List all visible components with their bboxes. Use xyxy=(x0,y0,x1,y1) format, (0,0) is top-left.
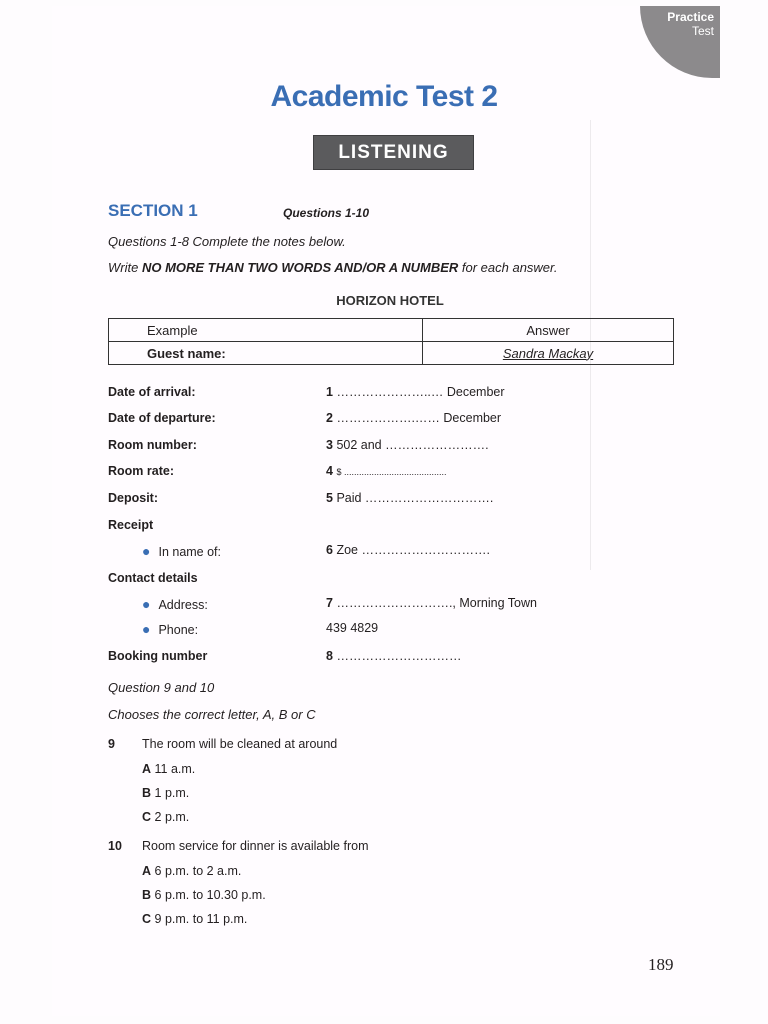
answer-label: Answer xyxy=(423,319,674,342)
note-bullet xyxy=(142,596,208,612)
answer-blank[interactable]: ……………….…… December xyxy=(336,411,502,425)
question-text: The room will be cleaned at around xyxy=(142,737,338,751)
bullet-icon: ● xyxy=(142,543,151,559)
note-label: Date of arrival: xyxy=(108,385,196,399)
answer-blank[interactable]: ………………………… xyxy=(336,649,462,663)
answer-blank[interactable]: Zoe …………………………. xyxy=(336,543,490,557)
question-text: Room service for dinner is available from xyxy=(142,839,369,853)
note-label: Receipt xyxy=(108,518,154,532)
question-number: 4 xyxy=(326,464,333,478)
note-answer xyxy=(326,385,505,399)
example-value: Sandra Mackay xyxy=(502,345,594,361)
note-answer xyxy=(326,491,493,505)
bullet-icon: ● xyxy=(142,596,151,612)
option-letter: A xyxy=(142,864,152,878)
bullet-label: Phone: xyxy=(158,623,199,637)
notes-heading: HORIZON HOTEL xyxy=(336,293,444,308)
instruction-2 xyxy=(108,260,558,275)
question-number: 9 xyxy=(108,737,115,751)
badge-line-2: Test xyxy=(691,24,714,38)
question-number: 5 xyxy=(326,491,333,505)
note-value: 439 4829 xyxy=(326,621,379,635)
note-label: Contact details xyxy=(108,571,198,585)
note-label: Booking number xyxy=(108,649,208,663)
option-text: 2 p.m. xyxy=(154,810,190,824)
answer-blank[interactable]: 502 and ……………………. xyxy=(336,438,489,452)
note-label: Date of departure: xyxy=(108,411,216,425)
option-a[interactable] xyxy=(142,762,195,776)
option-text: 9 p.m. to 11 p.m. xyxy=(154,912,248,926)
bullet-label: In name of: xyxy=(158,545,222,559)
note-bullet xyxy=(142,543,221,559)
question-range: Questions 1-10 xyxy=(283,206,370,220)
section-title: SECTION 1 xyxy=(108,201,198,220)
answer-blank[interactable]: …………………..… December xyxy=(336,385,505,399)
instruction-1: Questions 1-8 Complete the notes below. xyxy=(108,234,346,249)
page-title: Academic Test 2 xyxy=(270,80,498,113)
option-c[interactable] xyxy=(142,810,189,824)
example-field: Guest name: xyxy=(109,342,423,365)
question-number: 10 xyxy=(108,839,122,853)
answer-blank[interactable]: $ ......................................... xyxy=(336,467,447,477)
note-answer xyxy=(326,438,489,452)
option-letter: B xyxy=(142,888,152,902)
q910-instruction: Chooses the correct letter, A, B or C xyxy=(108,707,316,722)
question-number: 3 xyxy=(326,438,333,452)
note-label: Room number: xyxy=(108,438,197,452)
option-text: 6 p.m. to 2 a.m. xyxy=(154,864,242,878)
example-label: Example xyxy=(109,319,423,342)
instr-pre: Write xyxy=(108,260,142,275)
option-a[interactable] xyxy=(142,864,241,878)
bullet-label: Address: xyxy=(158,598,208,612)
q910-heading: Question 9 and 10 xyxy=(108,680,215,695)
instr-post: for each answer. xyxy=(458,260,558,275)
option-letter: C xyxy=(142,810,152,824)
option-b[interactable] xyxy=(142,888,266,902)
option-letter: B xyxy=(142,786,152,800)
option-text: 6 p.m. to 10.30 p.m. xyxy=(154,888,266,902)
note-label: Deposit: xyxy=(108,491,158,505)
question-number: 2 xyxy=(326,411,333,425)
example-table xyxy=(108,318,674,365)
question-number: 1 xyxy=(326,385,333,399)
badge-line-1: Practice xyxy=(667,10,714,24)
option-b[interactable] xyxy=(142,786,189,800)
note-answer xyxy=(326,543,490,557)
note-answer xyxy=(326,464,446,478)
listening-banner: LISTENING xyxy=(313,135,474,170)
question-number: 7 xyxy=(326,596,333,610)
note-answer xyxy=(326,411,501,425)
instr-bold: NO MORE THAN TWO WORDS AND/OR A NUMBER xyxy=(141,260,459,275)
question-number: 8 xyxy=(326,649,333,663)
note-label: Room rate: xyxy=(108,464,174,478)
page-number: 189 xyxy=(648,955,674,974)
option-letter: C xyxy=(142,912,152,926)
note-answer xyxy=(326,649,461,663)
option-letter: A xyxy=(142,762,152,776)
answer-blank[interactable]: ………………………., Morning Town xyxy=(336,596,537,610)
answer-blank[interactable]: Paid …………………………. xyxy=(336,491,494,505)
option-c[interactable] xyxy=(142,912,247,926)
bullet-icon: ● xyxy=(142,621,151,637)
note-bullet xyxy=(142,621,198,637)
option-text: 1 p.m. xyxy=(154,786,190,800)
question-number: 6 xyxy=(326,543,333,557)
option-text: 11 a.m. xyxy=(154,762,196,776)
note-answer xyxy=(326,596,537,610)
